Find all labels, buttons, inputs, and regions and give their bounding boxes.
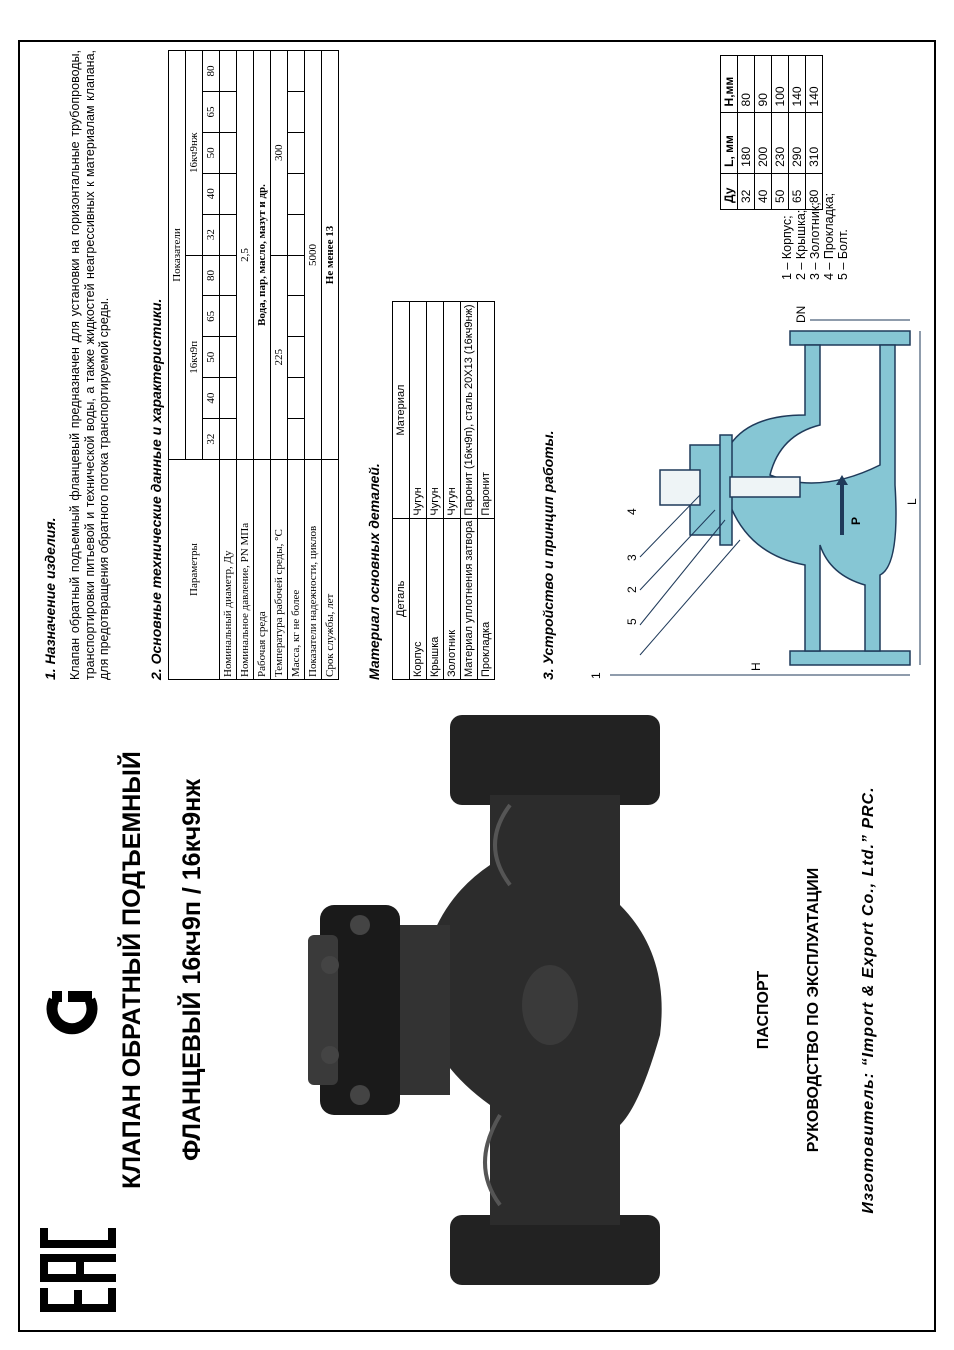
valve-cross-section-drawing <box>580 295 930 685</box>
dims-col-l: L, мм <box>721 113 738 173</box>
cell-part: Прокладка <box>478 518 495 679</box>
spec-row <box>220 51 237 680</box>
materials-table <box>392 301 495 680</box>
spec-row-label: Номинальное давление, PN МПа <box>237 460 254 680</box>
spec-row-value: 225 <box>271 255 288 459</box>
spec-row-label: Рабочая среда <box>254 460 271 680</box>
size-a-cell: 80 <box>203 255 220 296</box>
cell-material: Паронит (16кч9п), сталь 20Х13 (16кч9нж) <box>461 302 478 518</box>
manufacturer-label: Изготовитель: “Import & Export Co., Ltd.” PRC. <box>860 786 877 1214</box>
cell: 40 <box>755 173 772 209</box>
cell-material: Чугун <box>444 302 461 518</box>
page-frame <box>18 40 936 1332</box>
cell: 180 <box>738 113 755 173</box>
dims-col-du: Ду <box>721 173 738 209</box>
drawing-label-5: 5 <box>625 618 639 625</box>
materials-heading: Материал основных деталей. <box>366 463 382 680</box>
spec-header-values: Показатели <box>169 51 186 460</box>
size-a-cell: 40 <box>203 378 220 419</box>
spec-row-label: Показатели надежности, циклов <box>305 460 322 680</box>
spec-row-value: 300 <box>271 51 288 256</box>
eac-logo-svg <box>36 1226 120 1316</box>
section2-heading: 2. Основные технические данные и характеристики. <box>148 298 164 680</box>
spec-row-value: 2,5 <box>237 51 254 460</box>
legend-item: 5 – Болт. <box>836 229 850 280</box>
cell-part: Материал уплотнения затвора <box>461 518 478 679</box>
valve-photo <box>300 715 680 1285</box>
legend-item: 4 – Прокладка; <box>822 192 836 280</box>
table-row <box>789 56 806 210</box>
spec-row-label: Температура рабочей среды, °С <box>271 460 288 680</box>
drawing-label-h: H <box>749 662 763 671</box>
legend-item: 3 – Золотник; <box>808 202 822 280</box>
cell: 90 <box>755 56 772 113</box>
drawing-label-dn: DN <box>794 305 808 323</box>
spec-row-label: Масса, кг не более <box>288 460 305 680</box>
table-row <box>772 56 789 210</box>
section1-text: Клапан обратный подъемный фланцевый предназначен для установки на горизонтальные трубопроводы, транспортировки питьевой и технической воды, а также жидкостей неагрессивных к материалам клапана, для предотвращения обратного потока транспортируемой среды. <box>68 50 111 680</box>
legend-item: 2 – Крышка; <box>794 209 808 280</box>
spec-row-label: Номинальный диаметр, Ду <box>220 460 237 680</box>
section3-heading: 3. Устройство и принцип работы. <box>540 430 556 680</box>
cell: 50 <box>772 173 789 209</box>
drawing-label-1: 1 <box>589 672 603 679</box>
materials-col-part: Деталь <box>393 518 410 679</box>
passport-label: ПАСПОРТ <box>755 970 772 1050</box>
table-row <box>427 302 444 680</box>
cover-page <box>20 690 934 1330</box>
spec-row-value: 5000 <box>305 51 322 460</box>
spec-row <box>237 51 254 680</box>
cell: 80 <box>806 173 823 209</box>
spec-row <box>271 51 288 680</box>
size-a-cell: 65 <box>203 296 220 337</box>
size-b-cell: 32 <box>203 214 220 255</box>
spec-table <box>168 50 339 680</box>
spec-row <box>305 51 322 680</box>
cell-part: Золотник <box>444 518 461 679</box>
drawing-label-4: 4 <box>625 508 639 515</box>
spec-header-params: Параметры <box>169 460 220 680</box>
drawing-label-2: 2 <box>625 586 639 593</box>
size-b-cell: 40 <box>203 173 220 214</box>
spec-row-value: Не менее 13 <box>322 51 339 460</box>
size-b-cell: 65 <box>203 91 220 132</box>
manual-label: РУКОВОДСТВО ПО ЭКСПЛУАТАЦИИ <box>805 867 822 1153</box>
title-line-1: КЛАПАН ОБРАТНЫЙ ПОДЪЕМНЫЙ <box>118 751 146 1189</box>
spec-model-b: 16кч9нж <box>186 51 203 256</box>
technical-page <box>20 42 934 690</box>
cell: 200 <box>755 113 772 173</box>
eac-mark-icon <box>36 1226 120 1316</box>
drawing-label-3: 3 <box>625 554 639 561</box>
cell-part: Корпус <box>410 518 427 679</box>
company-logo-icon <box>42 980 102 1040</box>
spec-row <box>254 51 271 680</box>
cell-material: Паронит <box>478 302 495 518</box>
spec-row <box>288 51 305 680</box>
table-row <box>410 302 427 680</box>
cell: 290 <box>789 113 806 173</box>
cell: 230 <box>772 113 789 173</box>
spec-row-label: Срок службы, лет <box>322 460 339 680</box>
size-a-cell: 32 <box>203 419 220 460</box>
drawing-label-l: L <box>905 498 919 505</box>
cell: 65 <box>789 173 806 209</box>
cell: 32 <box>738 173 755 209</box>
cell: 140 <box>806 56 823 113</box>
spec-row <box>322 51 339 680</box>
table-row <box>478 302 495 680</box>
legend-item: 1 – Корпус; <box>780 215 794 280</box>
table-row <box>755 56 772 210</box>
cell: 80 <box>738 56 755 113</box>
table-row <box>806 56 823 210</box>
rotated-sheet <box>20 42 934 1330</box>
cell: 100 <box>772 56 789 113</box>
cell: 140 <box>789 56 806 113</box>
cover-title <box>118 690 206 1250</box>
spec-model-a: 16кч9п <box>186 255 203 459</box>
size-a-cell: 50 <box>203 337 220 378</box>
cell: 310 <box>806 113 823 173</box>
title-line-2: ФЛАНЦЕВЫЙ 16кч9п / 16кч9нж <box>178 779 206 1161</box>
size-b-cell: 80 <box>203 51 220 92</box>
spec-row-value: Вода, пар, масло, мазут и др. <box>254 51 271 460</box>
materials-col-material: Материал <box>393 302 410 518</box>
table-row <box>444 302 461 680</box>
table-row <box>738 56 755 210</box>
cell-material: Чугун <box>427 302 444 518</box>
cell-material: Чугун <box>410 302 427 518</box>
size-b-cell: 50 <box>203 132 220 173</box>
cell-part: Крышка <box>427 518 444 679</box>
dims-col-h: H,мм <box>721 56 738 113</box>
drawing-label-p: P <box>849 516 863 525</box>
dimensions-table <box>720 55 823 210</box>
section1-heading: 1. Назначение изделия. <box>42 517 58 680</box>
table-row <box>461 302 478 680</box>
